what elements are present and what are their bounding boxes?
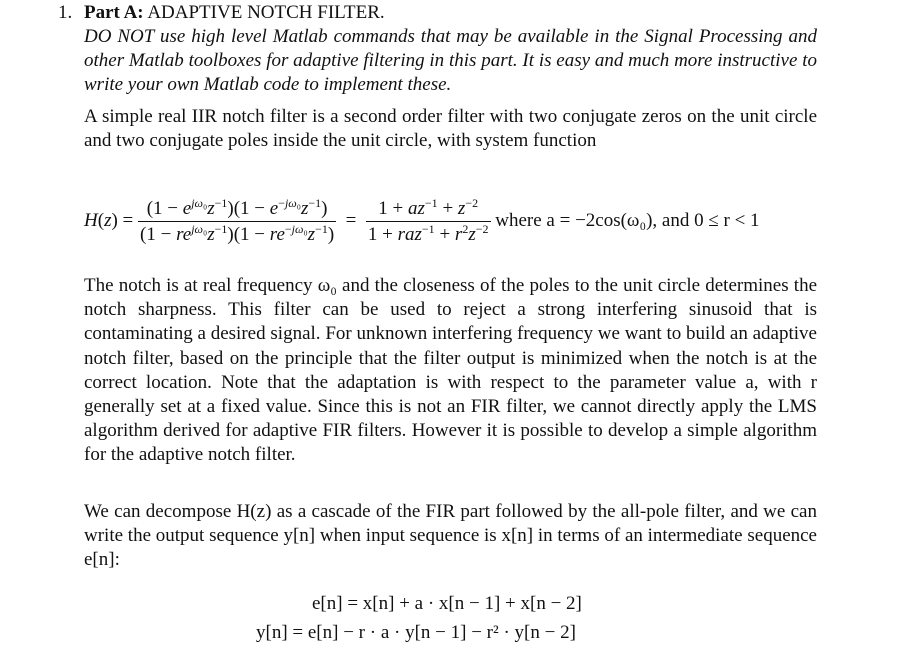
section-heading [84,1,385,25]
polynomial-numerator: $1 + az^{-1} + z^{-2}$ [366,199,491,222]
section-number: 1. [58,2,73,23]
zeros-poles-fraction [138,196,336,245]
notch-description-paragraph: The notch is at real frequency ω₀ and the closeness of the poles to the unit circle determines the notch sharpness. This filter can be used to reject a strong interfering sinusoid that is contaminating a desired signal. For unknown interfering frequency we want to build an adaptive notch filter, based on the principle that the filter output is minimized when the notch is at the correct location. Note that the adaptation is with respect to the parameter value a, with r generally set at a fixed value. Since this is not an FIR filter, we cannot directly apply the LMS algorithm derived for adaptive FIR filters. However it is possible to develop a simple algorithm for the adaptive notch filter. [84,275,817,466]
intro-paragraph: A simple real IIR notch filter is a second order filter with two conjugate zeros on the unit circle and two conjugate poles inside the unit circle, with system function [84,106,817,152]
allpole-difference-equation: y[n] = e[n] − r · a · y[n − 1] − r² · y[n − 2] [256,622,576,643]
part-label: Part A: [84,2,144,23]
polynomial-denominator: $1 + raz^{-1} + r^2z^{-2}$ [367,222,489,245]
warning-paragraph: DO NOT use high level Matlab commands that may be available in the Signal Processing and other Matlab toolboxes for adaptive filtering in this part. It is easy and much more instructive to write your own Matlab code to implement these. [84,26,817,96]
where-clause: where a = −2cos(ω₀), and 0 ≤ r < 1 [495,209,760,231]
equals-sign: = [340,209,362,231]
polynomial-fraction [366,196,491,245]
section-title: ADAPTIVE NOTCH FILTER. [147,2,385,23]
fir-difference-equation: e[n] = x[n] + a · x[n − 1] + x[n − 2] [312,593,582,614]
system-function-equation: H(z) = $\frac{(1 - e^{j\omega_0}z^{-1})(1 - e^{-j\omega_0}z^{-1})}{(1 - re^{j\omega_0}z^{-1})(1 - re^{-j\omega_0}z^{-1})}$ = $\frac{1 + az^{-1} + z^{-2}}{1 + raz^{-1} + r^2z^{-2}}$ where a = −2cos(ω₀), and 0 ≤ r < 1 [84,196,760,245]
equation-lhs: H [84,209,98,231]
fraction-denominator: $(1 - re^{j\omega_0}z^{-1})(1 - re^{-j\omega_0}z^{-1})$ [140,222,335,245]
fraction-numerator: $(1 - e^{j\omega_0}z^{-1})(1 - e^{-j\omega_0}z^{-1})$ [138,199,336,222]
decomposition-paragraph: We can decompose H(z) as a cascade of the FIR part followed by the all-pole filter, and we can write the output sequence y[n] when input sequence is x[n] in terms of an intermediate sequence e[n]: [84,501,817,571]
